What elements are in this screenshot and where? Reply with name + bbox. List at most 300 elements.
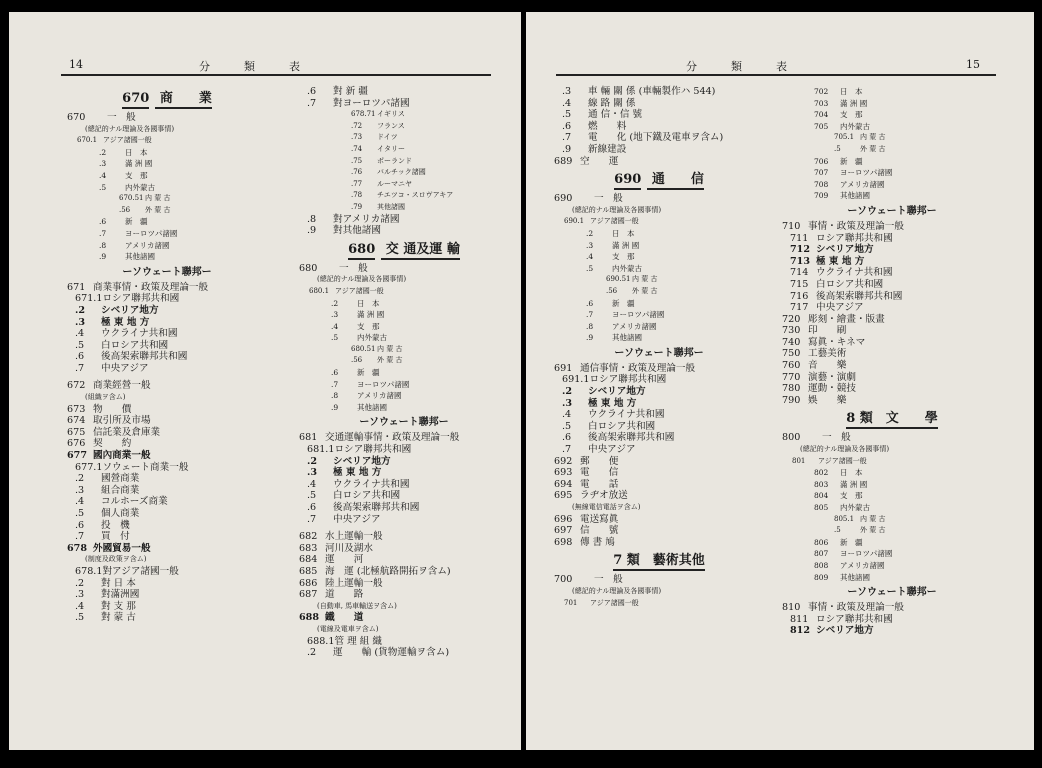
classification-entry (782, 514, 1002, 526)
class-number: 700 (554, 574, 573, 586)
class-label: 印 刷 (808, 325, 847, 337)
class-number: .5 (99, 182, 107, 192)
class-label: 投 機 (101, 519, 130, 531)
class-number: 672 (67, 380, 86, 392)
class-number: .4 (75, 600, 85, 612)
class-label: 交通運輸事情・政策及理論一般 (325, 432, 460, 444)
classification-entry (782, 291, 1002, 303)
class-label: 日 本 (612, 228, 635, 238)
class-label: 商業事情・政策及理論一般 (93, 281, 209, 293)
class-label: 其他諸國 (357, 402, 387, 412)
classification-entry (299, 467, 509, 479)
class-number: 678.71 (351, 110, 376, 119)
classification-entry (299, 490, 509, 502)
classification-entry (554, 598, 764, 610)
class-label: ソウェート商業一般 (102, 461, 189, 473)
class-number: .5 (75, 339, 85, 351)
section-heading-text: 670 (122, 91, 149, 109)
classification-entry (67, 589, 267, 601)
classification-entry (782, 86, 1002, 98)
classification-entry (67, 147, 267, 159)
class-label: 支 那 (357, 321, 380, 331)
classification-entry (782, 537, 1002, 549)
classification-entry (67, 496, 267, 508)
classification-entry (554, 216, 764, 228)
class-number: 716 (790, 290, 809, 302)
class-label: ロシア聯邦共和國 (102, 293, 180, 305)
class-number: .3 (75, 316, 86, 328)
class-label: ヨーロツパ諸國 (357, 379, 410, 389)
class-label: アジア諸國一般 (590, 598, 639, 607)
class-number: 711 (790, 232, 809, 244)
class-number: .77 (351, 179, 363, 188)
class-label: (組織ヲ含ム) (85, 393, 126, 402)
classification-entry (782, 572, 1002, 584)
class-label: 滿 洲 國 (612, 240, 640, 250)
class-number: 780 (782, 383, 801, 395)
class-label: アメリカ諸國 (357, 391, 402, 401)
class-number: .2 (75, 473, 85, 485)
class-label: シベリア地方 (588, 386, 646, 398)
class-number: .6 (75, 351, 85, 363)
class-label: 内外蒙古 (840, 503, 870, 512)
class-label: 内外蒙古 (612, 263, 642, 273)
class-label: 新線建設 (588, 143, 627, 155)
classification-entry (299, 156, 509, 168)
class-label: フランス (377, 121, 405, 130)
class-number: .7 (586, 310, 594, 320)
class-label: 運動・競技 (808, 383, 856, 395)
classification-entry (299, 179, 509, 191)
class-label: 中央アジア (101, 362, 149, 374)
class-number: .7 (562, 444, 572, 456)
classification-entry (782, 256, 1002, 268)
class-label: 白ロシア共和國 (333, 490, 401, 502)
classification-entry (67, 438, 267, 450)
class-label: 白ロシア共和國 (816, 278, 884, 290)
section-heading-text: 680 (348, 242, 375, 260)
classification-entry (554, 132, 764, 144)
class-label: 陸上運輸一般 (325, 577, 383, 589)
section-divider: ーソウェート聯邦ー (847, 205, 937, 217)
section-heading (299, 237, 509, 263)
class-label: 日 本 (840, 87, 863, 96)
page-number: 14 (69, 58, 83, 71)
class-number: .6 (562, 432, 572, 444)
class-label: 日 本 (125, 147, 148, 157)
class-label: 娛 樂 (808, 394, 847, 406)
class-number: .5 (75, 508, 85, 519)
class-number: .6 (307, 86, 317, 97)
class-label: 運 輸 (貨物運輸ヲ含ム) (333, 647, 450, 659)
class-label: 組合商業 (101, 484, 140, 496)
classification-entry (67, 135, 267, 147)
classification-entry (299, 379, 509, 391)
class-number: 690 (554, 193, 573, 205)
classification-entry (554, 574, 764, 586)
section-heading-text: 8 類 文 學 (846, 411, 938, 429)
page-header: 分 類 表 (199, 60, 304, 73)
class-number: 678 (67, 542, 88, 554)
classification-entry (554, 98, 764, 110)
class-number: 676 (67, 438, 86, 450)
class-label: 外 蒙 古 (860, 144, 886, 153)
class-label: チエツコ・スロヴアキア (377, 191, 454, 200)
classification-entry (299, 214, 509, 226)
classification-entry (299, 332, 509, 344)
classification-entry (67, 170, 267, 182)
class-label: 對 支 那 (101, 600, 136, 612)
column (299, 86, 509, 659)
class-number: .8 (331, 391, 339, 401)
class-number: .5 (834, 526, 841, 535)
class-number: 696 (554, 513, 573, 525)
class-label: 滿 洲 國 (357, 310, 385, 320)
class-number: .2 (307, 455, 318, 467)
classification-entry (782, 560, 1002, 572)
class-label: 極 東 地 方 (101, 316, 150, 328)
column (67, 86, 267, 624)
classification-entry (782, 314, 1002, 326)
class-label: 其他諸國 (840, 572, 870, 582)
classification-entry (554, 398, 764, 410)
classification-entry (299, 432, 509, 444)
class-number: 707 (814, 168, 829, 178)
classification-entry (299, 344, 509, 356)
class-label: 信託業及倉庫業 (93, 426, 161, 438)
class-number: 712 (790, 244, 811, 256)
classification-entry (67, 363, 267, 375)
entry-note (67, 554, 267, 566)
class-number: 805.1 (834, 514, 855, 523)
class-label: 彫刻・繪畫・版畫 (808, 313, 885, 325)
classification-entry (67, 578, 267, 590)
class-number: 812 (790, 625, 811, 637)
section-heading (554, 167, 764, 193)
classification-entry (299, 502, 509, 514)
class-label: シベリア地方 (816, 625, 874, 637)
classification-entry (554, 156, 764, 168)
class-number: .2 (99, 147, 107, 157)
classification-entry (67, 404, 267, 416)
class-label: 内 蒙 古 (632, 275, 658, 284)
classification-entry (782, 325, 1002, 337)
class-number: .3 (99, 159, 107, 169)
class-label: 内 蒙 古 (145, 194, 171, 203)
class-number: .2 (75, 304, 86, 316)
classification-entry (67, 112, 267, 124)
classification-entry (782, 383, 1002, 395)
class-label: ウクライナ共和國 (816, 267, 893, 279)
class-number: 690.51 (606, 275, 631, 284)
entry-note (299, 624, 509, 636)
classification-entry (554, 309, 764, 321)
classification-entry (782, 360, 1002, 372)
classification-entry (782, 456, 1002, 468)
classification-entry (782, 395, 1002, 407)
classification-entry (554, 525, 764, 537)
class-number: .8 (586, 321, 594, 331)
classification-entry (67, 282, 267, 294)
class-number: 804 (814, 491, 829, 501)
class-label: 對アジア諸國一般 (102, 565, 179, 577)
class-number: 686 (299, 577, 318, 589)
section-heading (554, 548, 764, 574)
class-number: 673 (67, 403, 86, 415)
class-label: 寫眞・キネマ (808, 336, 866, 348)
class-number: 730 (782, 325, 801, 337)
entry-note (299, 274, 509, 286)
classification-entry (67, 293, 267, 305)
classification-entry (554, 332, 764, 344)
class-number: .2 (586, 228, 594, 238)
class-label: (總記的ナル理論及各國事情) (85, 124, 175, 133)
class-number: 693 (554, 467, 573, 479)
section-divider: ーソウェート聯邦ー (122, 266, 212, 278)
class-number: 717 (790, 302, 809, 314)
class-number: 683 (299, 542, 318, 554)
class-label: 其他諸國 (125, 252, 155, 262)
classification-entry (782, 625, 1002, 637)
classification-entry (554, 121, 764, 133)
class-number: 670 (67, 112, 86, 123)
entry-note (554, 205, 764, 217)
classification-entry (67, 601, 267, 613)
classification-entry (554, 274, 764, 286)
class-number: .2 (75, 577, 85, 589)
class-label: 中央アジア (816, 302, 864, 314)
section-divider: ーソウェート聯邦ー (847, 587, 937, 599)
classification-entry (67, 462, 267, 474)
class-number: .73 (351, 133, 363, 142)
class-label: 支 那 (840, 491, 863, 501)
classification-entry (299, 589, 509, 601)
classification-entry (782, 233, 1002, 245)
classification-entry (554, 109, 764, 121)
classification-entry (782, 179, 1002, 191)
class-label: 日 本 (840, 468, 863, 478)
class-number: .6 (586, 298, 594, 308)
class-number: .3 (586, 240, 594, 250)
class-number: 680 (299, 262, 318, 274)
page-header: 分 類 表 (686, 60, 791, 73)
classification-entry (299, 578, 509, 590)
class-number: 705.1 (834, 133, 855, 142)
classification-entry (554, 456, 764, 468)
class-label: 新 疆 (357, 368, 380, 378)
classification-entry (554, 263, 764, 275)
class-number: .8 (307, 213, 317, 225)
classification-entry (67, 531, 267, 543)
class-label: 後高架索聯邦共和國 (588, 432, 675, 444)
class-label: ルーマニヤ (377, 179, 412, 188)
class-number: .74 (351, 144, 363, 153)
class-label: 一 般 (822, 432, 851, 444)
class-label: (制度及政策ヲ含ム) (85, 555, 147, 564)
class-number: .7 (75, 362, 85, 374)
classification-entry (782, 490, 1002, 502)
classification-entry (782, 348, 1002, 360)
classification-entry (782, 337, 1002, 349)
classification-entry (67, 415, 267, 427)
class-number: .9 (99, 252, 107, 262)
class-number: 703 (814, 98, 829, 108)
classification-entry (782, 167, 1002, 179)
classification-entry (782, 502, 1002, 514)
classification-entry (299, 263, 509, 275)
class-label: 新 疆 (840, 156, 863, 166)
class-number: 682 (299, 531, 318, 543)
classification-entry (554, 251, 764, 263)
class-label: 支 那 (125, 170, 148, 180)
column (782, 86, 1002, 637)
class-label: ロシア聯邦共和國 (816, 232, 893, 244)
class-label: 對 新 疆 (333, 86, 368, 97)
class-label: 外國貿易一般 (93, 542, 151, 554)
class-number: .4 (562, 409, 572, 421)
classification-entry (67, 251, 267, 263)
classification-entry (67, 520, 267, 532)
class-number: .6 (307, 502, 317, 513)
class-number: 692 (554, 455, 573, 467)
class-number: .5 (75, 612, 85, 624)
class-label: 國營商業 (101, 473, 140, 485)
class-label: ヨーロツパ諸國 (125, 228, 178, 238)
classification-entry (782, 156, 1002, 168)
class-number: 810 (782, 602, 801, 614)
classification-entry (67, 380, 267, 392)
class-number: 695 (554, 490, 573, 502)
classification-entry (299, 225, 509, 237)
class-label: 管 理 組 織 (334, 635, 382, 647)
class-number: 685 (299, 565, 318, 577)
class-number: 680.51 (351, 344, 376, 353)
classification-entry (782, 602, 1002, 614)
class-number: .8 (99, 240, 107, 250)
class-number: .7 (562, 132, 572, 144)
classification-entry (67, 450, 267, 462)
class-label: 事情・政策及理論一般 (808, 220, 904, 232)
classification-entry (782, 121, 1002, 133)
classification-entry (67, 317, 267, 329)
class-label: イタリー (377, 144, 405, 153)
class-label: 國內商業一般 (93, 450, 151, 462)
class-label: 電 信 (580, 467, 619, 479)
class-number: 690.1 (564, 217, 585, 226)
class-number: 677.1 (75, 461, 103, 473)
classification-entry (299, 636, 509, 648)
classification-entry (782, 109, 1002, 121)
classification-entry (299, 309, 509, 321)
class-number: 671 (67, 281, 86, 293)
class-label: 對 日 本 (101, 577, 136, 589)
class-label: ロシア聯邦共和國 (334, 444, 412, 456)
class-label: ラヂオ放送 (580, 490, 628, 502)
entry-note (782, 444, 1002, 456)
class-label: 後高架索聯邦共和國 (333, 502, 420, 513)
class-number: .6 (331, 368, 339, 378)
class-number: 714 (790, 267, 809, 279)
class-label: 電送寫眞 (580, 513, 619, 525)
classification-entry (554, 228, 764, 240)
class-label: 對ヨーロツパ諸國 (333, 97, 410, 109)
class-number: .9 (307, 225, 317, 237)
class-label: ロシア聯邦共和國 (816, 613, 893, 625)
class-number: 803 (814, 479, 829, 489)
class-label: バルチック諸國 (377, 168, 426, 177)
class-number: .6 (99, 217, 107, 227)
class-number: .3 (75, 589, 85, 601)
class-label: 外 蒙 古 (145, 205, 171, 214)
class-label: 新 疆 (840, 537, 863, 547)
section-heading-text: 690 (614, 172, 641, 190)
class-number: .6 (75, 519, 85, 531)
class-label: 通信事情・政策及理論一般 (580, 362, 696, 374)
class-number: 713 (790, 255, 811, 267)
page-number: 15 (966, 58, 980, 71)
classification-entry (299, 390, 509, 402)
class-label: 買 付 (101, 531, 130, 543)
class-label: ウクライナ共和國 (588, 409, 665, 421)
section-heading-text: 7 類 藝術其他 (613, 553, 705, 571)
class-number: .7 (331, 379, 339, 389)
class-number: 671.1 (75, 293, 103, 305)
classification-entry (299, 144, 509, 156)
class-number: 702 (814, 87, 829, 96)
class-label: ウクライナ共和國 (101, 328, 178, 340)
class-label: (電線及電車ヲ含ム) (317, 624, 379, 633)
classification-entry (782, 432, 1002, 444)
classification-entry (554, 286, 764, 298)
class-label: アメリカ諸國 (840, 179, 885, 189)
classification-entry (67, 193, 267, 205)
class-label: 物 價 (93, 403, 132, 415)
class-label: 信 號 (580, 525, 619, 537)
classification-entry (67, 543, 267, 555)
classification-entry (782, 525, 1002, 537)
classification-entry (299, 298, 509, 310)
entry-note (299, 601, 509, 613)
class-number: .7 (75, 531, 85, 543)
class-number: .3 (562, 86, 572, 97)
class-label: アジア諸國一般 (818, 456, 867, 465)
class-label: 内 蒙 古 (860, 514, 886, 523)
classification-entry (782, 548, 1002, 560)
class-number: 750 (782, 348, 801, 360)
classification-entry (782, 479, 1002, 491)
class-number: .2 (562, 386, 573, 398)
class-label: 河川及湖水 (325, 542, 373, 554)
classification-entry (299, 109, 509, 121)
class-number: 807 (814, 549, 829, 559)
class-label: 對滿洲國 (101, 589, 140, 601)
class-number: 802 (814, 468, 829, 478)
class-label: シベリア地方 (101, 304, 159, 316)
class-number: .9 (331, 402, 339, 412)
classification-entry (299, 444, 509, 456)
class-label: 郵 便 (580, 455, 619, 467)
class-label: 鐵 道 (325, 612, 364, 624)
classification-entry (67, 228, 267, 240)
classification-entry (299, 456, 509, 468)
class-label: アメリカ諸國 (612, 321, 657, 331)
classification-entry (299, 190, 509, 202)
classification-entry (782, 279, 1002, 291)
class-number: 691.1 (562, 374, 590, 386)
class-label: コルホーズ商業 (101, 496, 168, 508)
class-number: 720 (782, 313, 801, 325)
class-number: 688.1 (307, 635, 335, 647)
